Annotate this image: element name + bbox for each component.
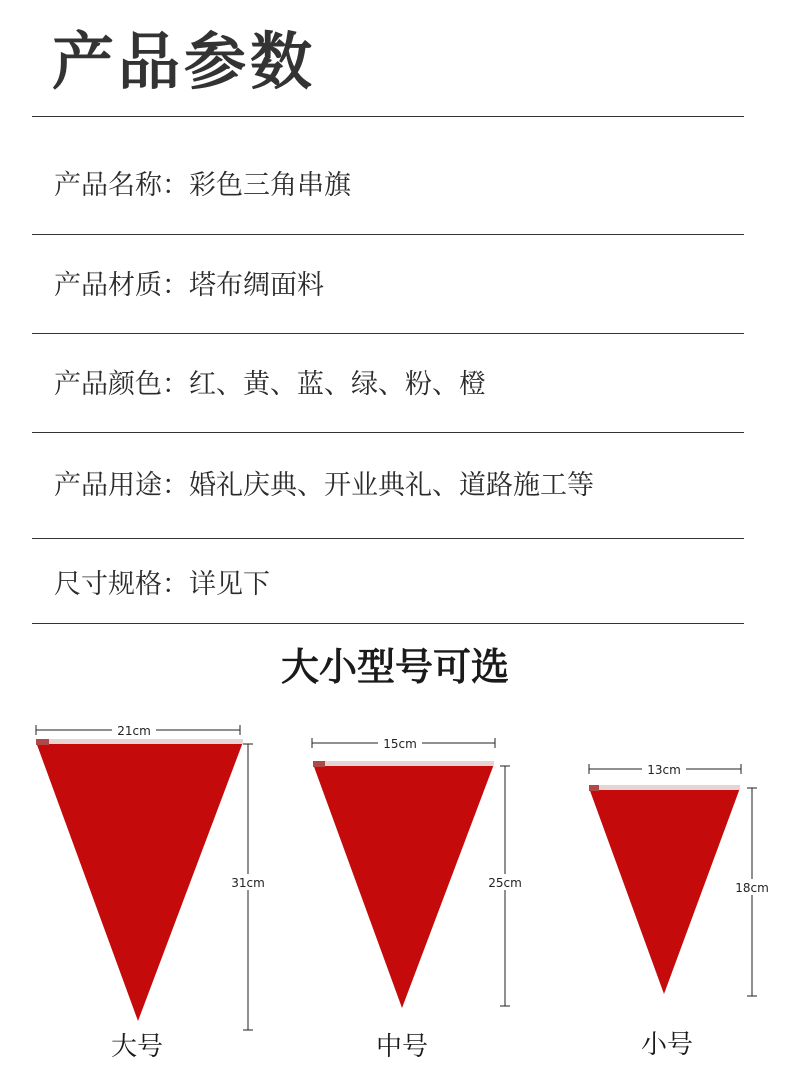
divider — [32, 623, 744, 624]
flag-triangle — [36, 742, 243, 1021]
width-label: 21cm — [117, 724, 151, 738]
flag-large — [36, 722, 270, 1062]
height-label: 25cm — [488, 876, 522, 890]
spec-row-name — [54, 166, 351, 206]
spec-label: 产品用途： — [54, 470, 189, 501]
size-name: 小号 — [640, 1030, 694, 1060]
flag-medium — [312, 735, 527, 1062]
flag-triangle — [313, 764, 494, 1008]
spec-value: 塔布绸面料 — [189, 270, 324, 301]
divider — [32, 432, 744, 433]
size-name: 大号 — [110, 1032, 164, 1062]
divider — [32, 234, 744, 235]
flag-header-strip — [589, 785, 740, 790]
height-label: 31cm — [231, 876, 265, 890]
spec-value: 彩色三角串旗 — [189, 170, 351, 201]
width-label: 15cm — [383, 737, 417, 751]
sizes-title: 大小型号可选 — [280, 645, 509, 689]
divider — [32, 538, 744, 539]
flag-header-strip — [36, 739, 243, 744]
spec-row-material — [54, 266, 324, 306]
spec-value: 详见下 — [189, 569, 270, 600]
flag-header-strip — [313, 761, 494, 766]
spec-row-color — [54, 365, 486, 405]
spec-row-size — [54, 565, 270, 605]
flag-rope-end — [589, 785, 599, 791]
spec-label: 产品颜色： — [54, 369, 189, 400]
size-name: 中号 — [375, 1032, 429, 1062]
spec-row-usage — [54, 466, 594, 506]
page-title: 产品参数 — [52, 25, 317, 98]
divider — [32, 116, 744, 117]
spec-value: 红、黄、蓝、绿、粉、橙 — [189, 369, 486, 400]
width-label: 13cm — [647, 763, 681, 777]
spec-label: 产品名称： — [54, 170, 189, 201]
flag-triangle — [589, 788, 740, 994]
divider — [32, 333, 744, 334]
spec-label: 产品材质： — [54, 270, 189, 301]
flag-size-diagram — [0, 700, 790, 1080]
spec-label: 尺寸规格： — [54, 569, 189, 600]
spec-value: 婚礼庆典、开业典礼、道路施工等 — [189, 470, 594, 501]
flag-small — [589, 761, 774, 1060]
height-label: 18cm — [735, 881, 769, 895]
flag-rope-end — [313, 761, 325, 767]
flag-rope-end — [36, 739, 49, 745]
